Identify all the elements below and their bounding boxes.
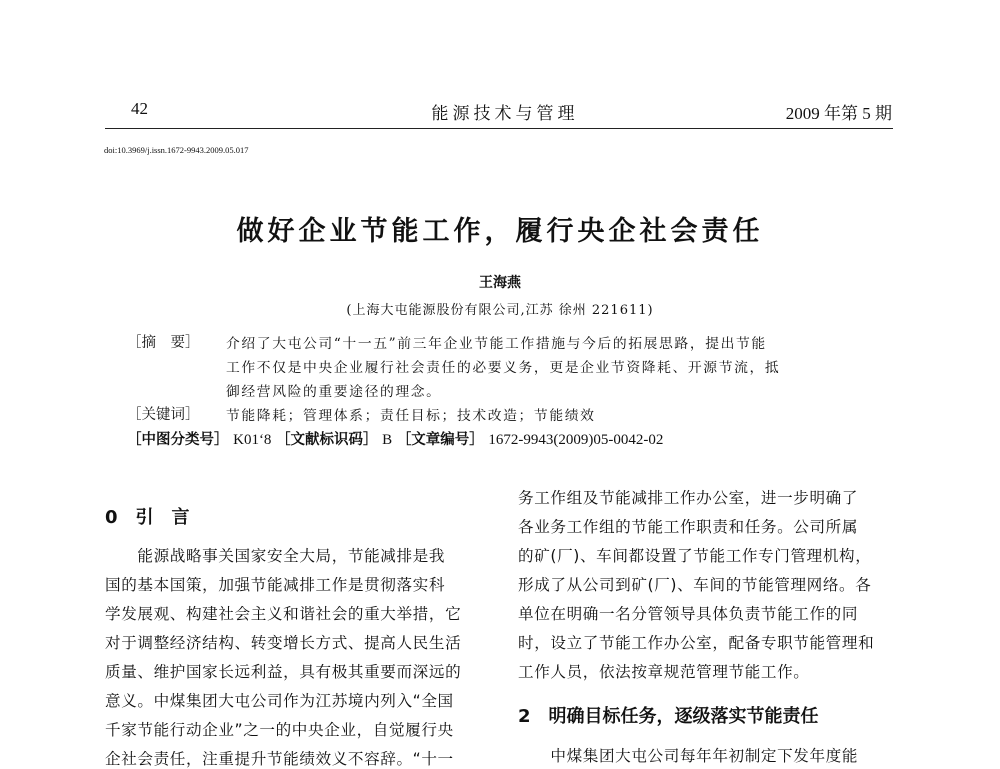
body-line: 企社会责任，注重提升节能绩效义不容辞。“十一 xyxy=(105,750,454,768)
body-line: 意义。中煤集团大屯公司作为江苏境内列入“全国 xyxy=(105,692,454,710)
doc-code-label: ［文献标识码］ xyxy=(276,432,378,448)
article-no-label: ［文章编号］ xyxy=(396,432,484,448)
doi: doi:10.3969/j.issn.1672-9943.2009.05.017 xyxy=(104,145,249,155)
clc-label: ［中图分类号］ xyxy=(127,432,229,448)
author: 王海燕 xyxy=(479,275,521,291)
article-title: 做好企业节能工作，履行央企社会责任 xyxy=(236,216,764,247)
keywords-text: 节能降耗；管理体系；责任目标；技术改造；节能绩效 xyxy=(226,408,596,424)
article-no-value: 1672-9943(2009)05-0042-02 xyxy=(488,432,664,448)
body-line: 各业务工作组的节能工作职责和任务。公司所属 xyxy=(518,518,859,536)
body-line: 能源战略事关国家安全大局，节能减排是我 xyxy=(105,547,446,565)
clc-value: K01‘8 xyxy=(233,432,272,448)
body-line: 的矿(厂)、车间都设置了节能工作专门管理机构， xyxy=(518,547,872,565)
abstract-label: ［摘 要］ xyxy=(127,335,200,351)
issue-label: 2009 年第 5 期 xyxy=(785,104,892,123)
body-line: 务工作组及节能减排工作办公室，进一步明确了 xyxy=(518,489,859,507)
body-line: 工作人员，依法按章规范管理节能工作。 xyxy=(518,663,810,681)
section-heading-targets: 2 明确目标任务，逐级落实节能责任 xyxy=(518,706,819,727)
affiliation: (上海大屯能源股份有限公司,江苏 徐州 221611) xyxy=(346,303,654,318)
body-line: 国的基本国策，加强节能减排工作是贯彻落实科 xyxy=(105,576,446,594)
section-heading-introduction: 0 引 言 xyxy=(105,507,190,528)
body-line: 对于调整经济结构、转变增长方式、提高人民生活 xyxy=(105,634,462,652)
body-line: 中煤集团大屯公司每年年初制定下发年度能 xyxy=(518,747,859,765)
doc-code-value: B xyxy=(382,432,393,448)
keywords-label: ［关键词］ xyxy=(127,407,200,423)
body-line: 千家节能行动企业”之一的中央企业，自觉履行央 xyxy=(105,721,454,739)
body-line: 单位在明确一名分管领导具体负责节能工作的同 xyxy=(518,605,859,623)
journal-name: 能源技术与管理 xyxy=(431,104,579,124)
header-rule xyxy=(105,128,893,129)
page-number: 42 xyxy=(131,99,148,118)
abstract-line: 御经营风险的重要途径的理念。 xyxy=(226,384,442,400)
body-line: 时，设立了节能工作办公室，配备专职节能管理和 xyxy=(518,634,875,652)
abstract-line: 工作不仅是中央企业履行社会责任的必要义务，更是企业节资降耗、开源节流，抵 xyxy=(226,360,781,376)
abstract-line: 介绍了大屯公司“十一五”前三年企业节能工作措施与今后的拓展思路，提出节能 xyxy=(226,336,767,352)
body-line: 质量、维护国家长远利益，具有极其重要而深远的 xyxy=(105,663,462,681)
classification-line xyxy=(127,428,663,449)
body-line: 形成了从公司到矿(厂)、车间的节能管理网络。各 xyxy=(518,576,872,594)
body-line: 学发展观、构建社会主义和谐社会的重大举措，它 xyxy=(105,605,462,623)
